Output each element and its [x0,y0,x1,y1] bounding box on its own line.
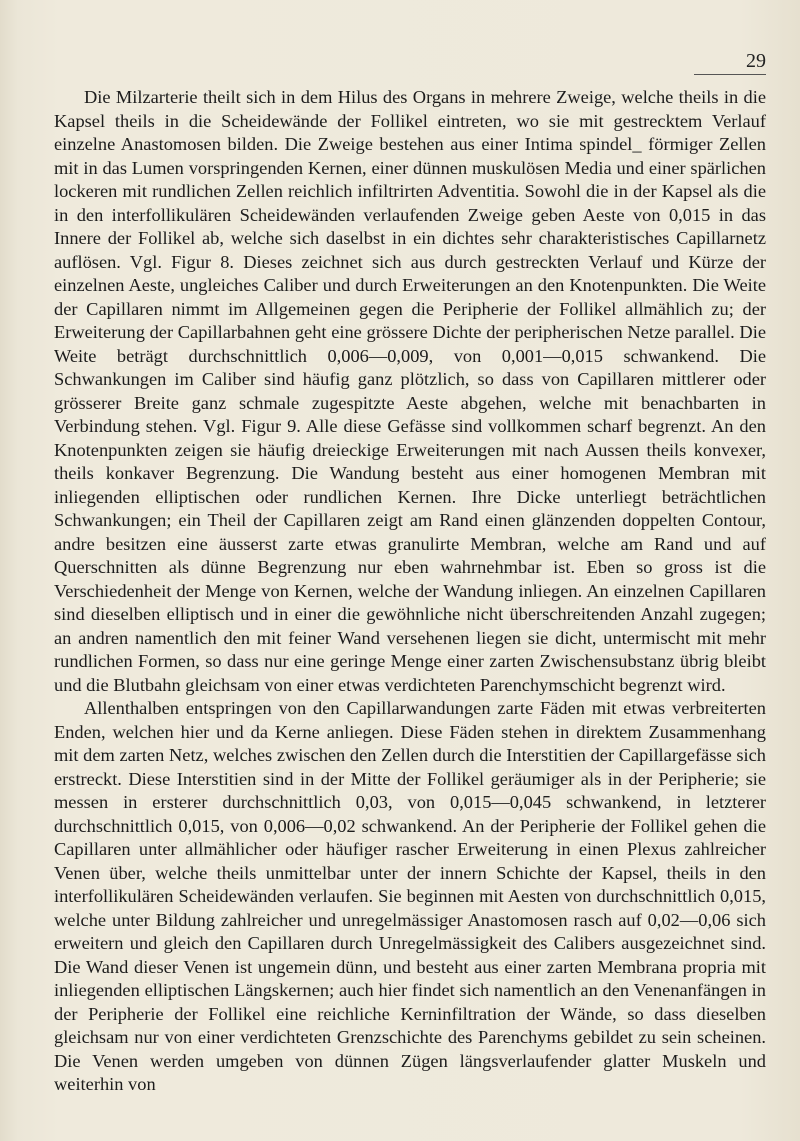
body-text [54,86,766,1097]
paragraph-2: Allenthalben entspringen von den Capillarwandungen zarte Fäden mit etwas verbreiterten Enden, welchen hier und da Kerne anliegen. Diese Fäden stehen in direktem Zusammenhang mit dem zarten Netz, welches zwischen den Zellen durch die Interstitien der Capillargefässe sich erstreckt. Diese Interstitien sind in der Mitte der Follikel geräumiger als in der Peripherie; sie messen in ersterer durchschnittlich 0,03, von 0,015—0,045 schwankend, in letzterer durchschnittlich 0,015, von 0,006—0,02 schwankend. An der Peripherie der Follikel gehen die Capillaren unter allmählicher oder häufiger rascher Erweiterung in einen Plexus zahlreicher Venen über, welche theils unmittelbar unter der innern Schichte der Kapsel, theils in den interfollikulären Scheidewänden verlaufen. Sie beginnen mit Aesten von durchschnittlich 0,015, welche unter Bildung zahlreicher und unregelmässiger Anastomosen rasch auf 0,02—0,06 sich erweitern und gleich den Capillaren durch Unregelmässigkeit des Calibers ausgezeichnet sind. Die Wand dieser Venen ist ungemein dünn, und besteht aus einer zarten Membrana propria mit inliegenden elliptischen Längskernen; auch hier findet sich namentlich an den Venenanfängen in der Peripherie der Follikel eine reichliche Kerninfiltration der Wände, so dass dieselben gleichsam nur von einer verdichteten Grenzschichte des Parenchyms gebildet zu sein scheinen. Die Venen werden umgeben von dünnen Zügen längsverlaufender glatter Muskeln und weiterhin von [54,698,766,1094]
paragraph-1: Die Milzarterie theilt sich in dem Hilus des Organs in mehrere Zweige, welche theils in die Kapsel theils in die Scheidewände der Follikel eintreten, wo sie mit gestrecktem Verlauf einzelne Anastomosen bilden. Die Zweige bestehen aus einer Intima spindel_ förmiger Zellen mit in das Lumen vorspringenden Kernen, einer dünnen muskulösen Media und einer spärlichen lockeren mit rundlichen Zellen reichlich infiltrirten Adventitia. Sowohl die in der Kapsel als die in den interfollikulären Scheidewänden verlaufenden Zweige geben Aeste von 0,015 in das Innere der Follikel ab, welche sich daselbst in ein dichtes sehr charakteristisches Capillarnetz auflösen. Vgl. Figur 8. Dieses zeichnet sich aus durch gestreckten Verlauf und Kürze der einzelnen Aeste, ungleiches Caliber und durch Erweiterungen an den Knotenpunkten. Die Weite der Capillaren nimmt im Allgemeinen gegen die Peripherie der Follikel allmählich zu; der Erweiterung der Capillarbahnen geht eine grössere Dichte der peripherischen Netze parallel. Die Weite beträgt durchschnittlich 0,006—0,009, von 0,001—0,015 schwankend. Die Schwankungen im Caliber sind häufig ganz plötzlich, so dass von Capillaren mittlerer oder grösserer Breite ganz schmale zugespitzte Aeste abgehen, welche mit benachbarten in Verbindung stehen. Vgl. Figur 9. Alle diese Gefässe sind vollkommen scharf begrenzt. An den Knotenpunkten zeigen sie häufig dreieckige Erweiterungen mit nach Aussen theils konvexer, theils konkaver Begrenzung. Die Wandung besteht aus einer homogenen Membran mit inliegenden elliptischen oder rundlichen Kernen. Ihre Dicke unterliegt beträchtlichen Schwankungen; ein Theil der Capillaren zeigt am Rand einen glänzenden doppelten Contour, andre besitzen eine äusserst zarte etwas granulirte Membran, welche am Rand und auf Querschnitten als dünne Begrenzung nur eben wahrnehmbar ist. Eben so gross ist die Verschiedenheit der Menge von Kernen, welche der Wandung inliegen. An einzelnen Capillaren sind dieselben elliptisch und in einer die gewöhnliche nicht überschreitenden Anzahl zugegen; an andren namentlich den mit feiner Wand versehenen liegen sie dicht, untermischt mit mehr rundlichen Formen, so dass nur eine geringe Menge einer zarten Zwischensubstanz übrig bleibt und die Blutbahn gleichsam von einer etwas verdichteten Parenchymschicht begrenzt wird. [54,87,766,695]
page-number: 29 [694,50,766,75]
